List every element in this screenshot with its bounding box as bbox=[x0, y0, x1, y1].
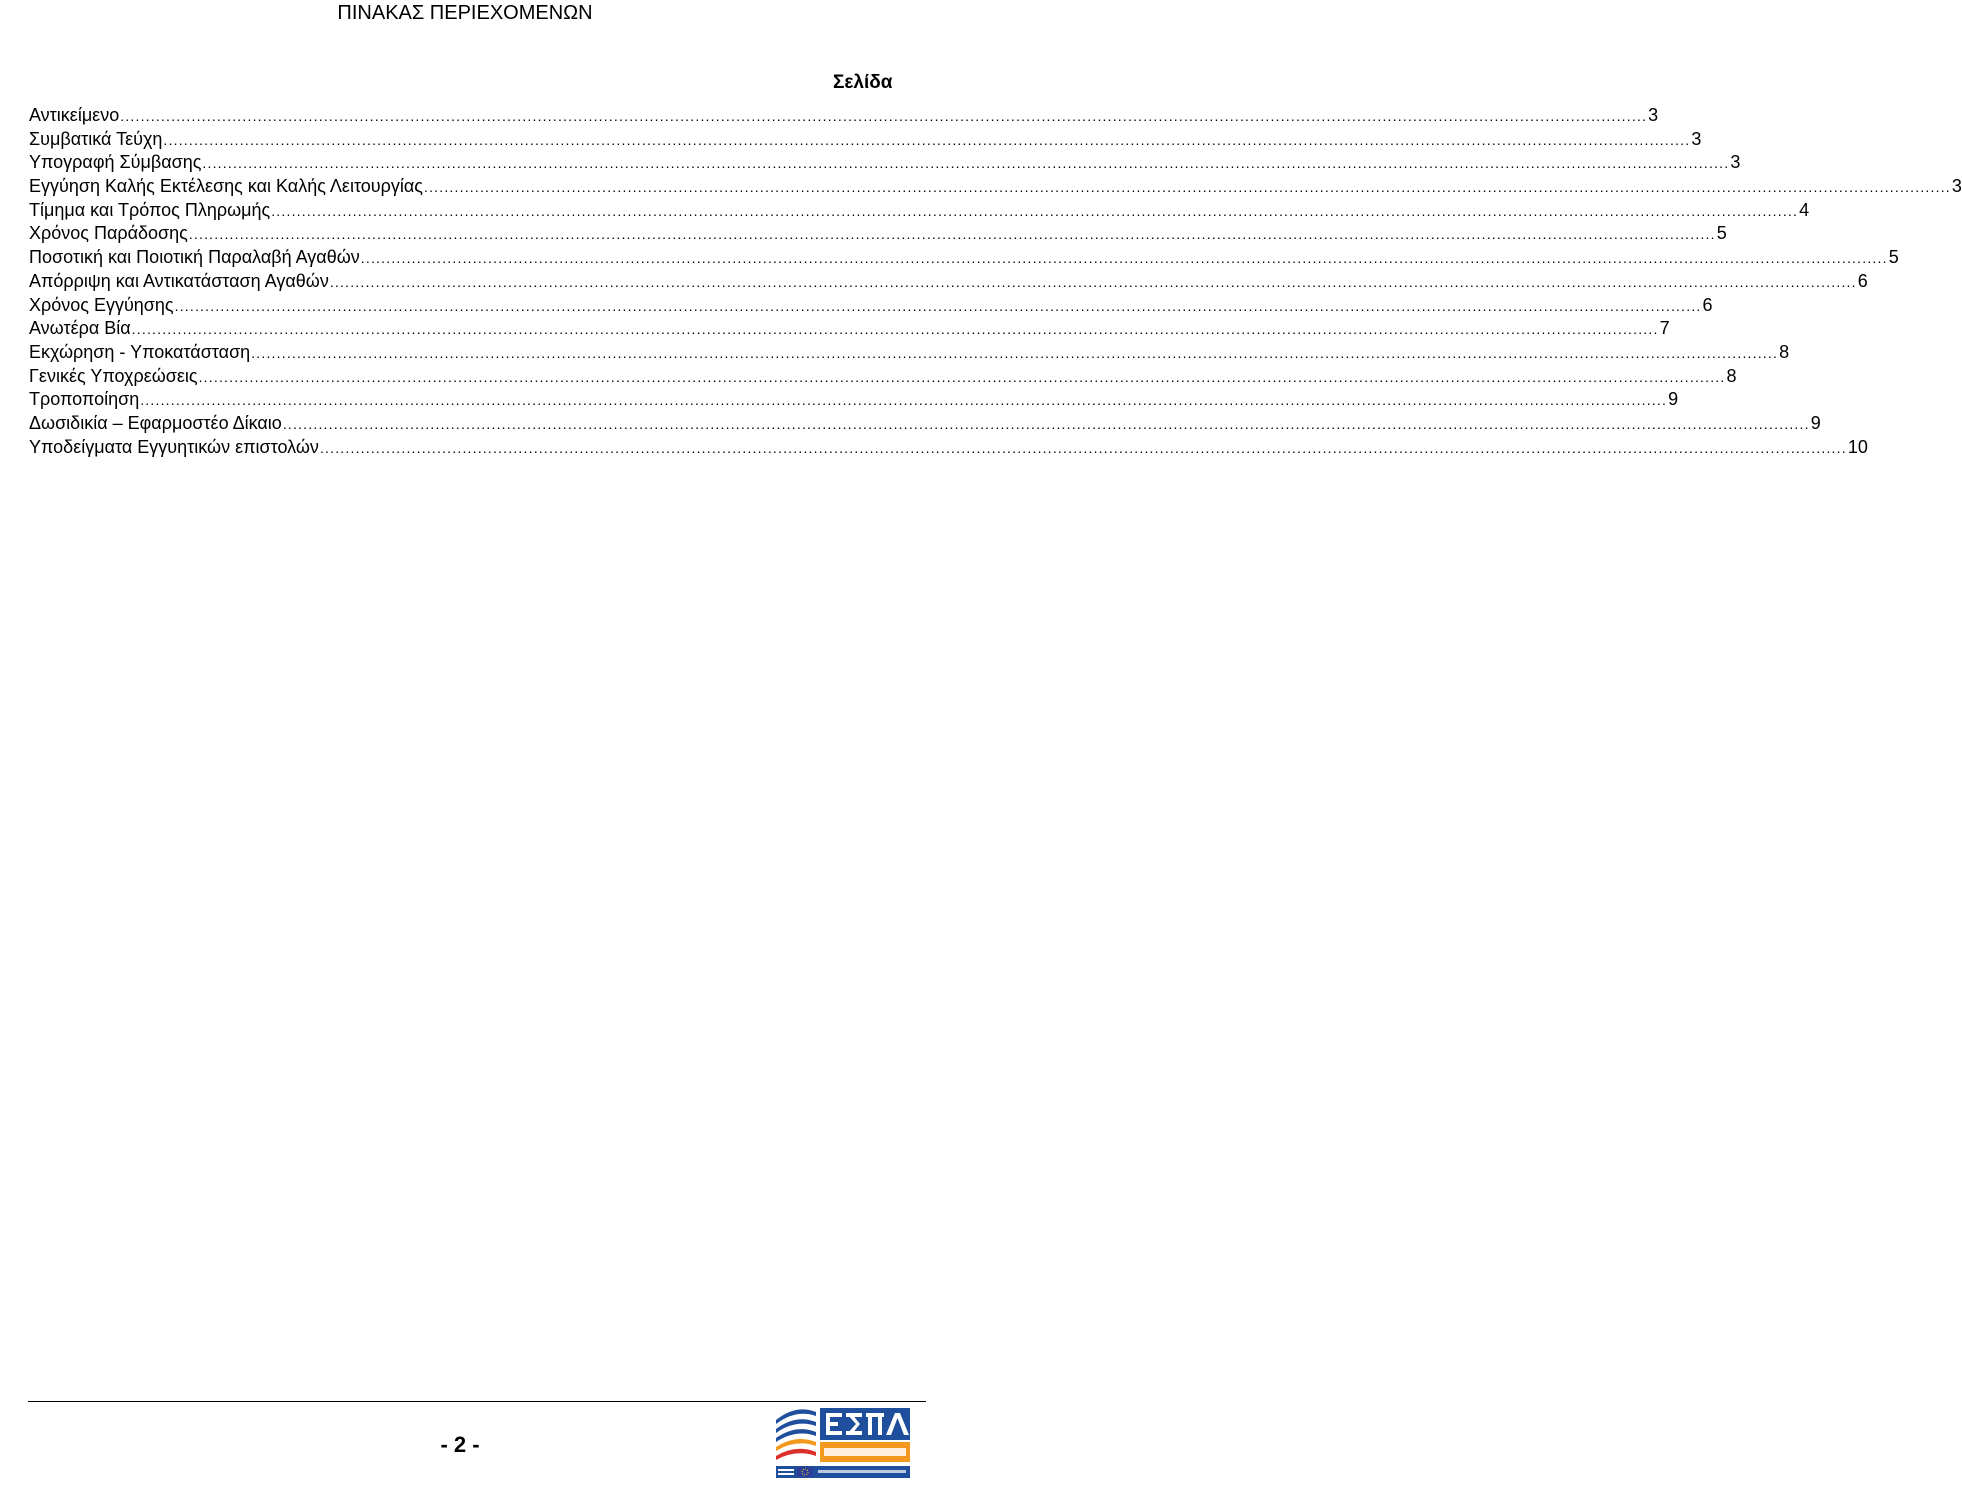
toc-leader-dots: ............................................................................................................................................................................................................................................................................................................ bbox=[131, 321, 1659, 338]
toc-entry-label: Απόρριψη και Αντικατάσταση Αγαθών bbox=[29, 270, 329, 291]
toc-entry-label: Τίμημα και Τρόπος Πληρωμής bbox=[29, 199, 271, 220]
toc-entry-page: 8 bbox=[1779, 341, 1790, 362]
toc-leader-dots: ............................................................................................................................................................................................................................................................................................................ bbox=[319, 439, 1847, 456]
toc-entry-page: 3 bbox=[1691, 128, 1702, 149]
toc-entry-label: Εκχώρηση - Υποκατάσταση bbox=[29, 341, 251, 362]
toc-entry-label: Τροποποίηση bbox=[29, 389, 140, 410]
toc-entry-label: Χρόνος Παράδοσης bbox=[29, 223, 188, 244]
toc-entry-page: 6 bbox=[1857, 270, 1868, 291]
toc-entry-label: Υπογραφή Σύμβασης bbox=[29, 152, 202, 173]
toc-entry[interactable] bbox=[29, 199, 1810, 223]
toc-entry-label: Υποδείγματα Εγγυητικών επιστολών bbox=[29, 436, 319, 457]
toc-leader-dots: ............................................................................................................................................................................................................................................................................................................ bbox=[140, 392, 1668, 409]
page-title: ΠΙΝΑΚΑΣ ΠΕΡΙΕΧΟΜΕΝΩΝ bbox=[337, 2, 593, 24]
toc-leader-dots: ............................................................................................................................................................................................................................................................................................................ bbox=[198, 368, 1726, 385]
toc-entry-page: 3 bbox=[1951, 176, 1962, 197]
toc-entry-page: 6 bbox=[1702, 294, 1713, 315]
table-of-contents bbox=[29, 104, 1962, 459]
toc-entry[interactable] bbox=[29, 222, 1727, 246]
toc-entry-label: Γενικές Υποχρεώσεις bbox=[29, 365, 198, 386]
toc-leader-dots: ............................................................................................................................................................................................................................................................................................................ bbox=[271, 202, 1799, 219]
toc-leader-dots: ............................................................................................................................................................................................................................................................................................................ bbox=[120, 108, 1648, 124]
toc-entry-label: Συμβατικά Τεύχη bbox=[29, 128, 163, 149]
toc-entry[interactable] bbox=[29, 246, 1899, 270]
toc-entry-page: 5 bbox=[1716, 223, 1727, 244]
espa-logo-icon bbox=[772, 1404, 914, 1480]
toc-leader-dots: ............................................................................................................................................................................................................................................................................................................ bbox=[163, 131, 1691, 148]
toc-leader-dots: ............................................................................................................................................................................................................................................................................................................ bbox=[188, 226, 1716, 243]
toc-entry-page: 9 bbox=[1810, 412, 1821, 433]
toc-entry[interactable] bbox=[29, 317, 1670, 341]
toc-entry[interactable] bbox=[29, 294, 1713, 318]
toc-entry-page: 9 bbox=[1668, 389, 1679, 410]
toc-leader-dots: ............................................................................................................................................................................................................................................................................................................ bbox=[360, 250, 1888, 267]
toc-entry-label: Ανωτέρα Βία bbox=[29, 318, 131, 339]
toc-entry-page: 3 bbox=[1648, 105, 1659, 125]
toc-leader-dots: ............................................................................................................................................................................................................................................................................................................ bbox=[174, 297, 1702, 314]
toc-entry[interactable] bbox=[29, 388, 1679, 412]
toc-leader-dots: ............................................................................................................................................................................................................................................................................................................ bbox=[282, 415, 1810, 432]
toc-entry[interactable] bbox=[29, 365, 1737, 389]
toc-entry-page: 10 bbox=[1847, 436, 1868, 457]
toc-entry[interactable] bbox=[29, 175, 1962, 199]
page-column-header: Σελίδα bbox=[833, 72, 893, 93]
toc-leader-dots: ............................................................................................................................................................................................................................................................................................................ bbox=[329, 273, 1857, 290]
toc-entry-page: 5 bbox=[1888, 247, 1899, 268]
logo-swoosh bbox=[776, 1409, 816, 1460]
toc-entry-label: Αντικείμενο bbox=[29, 105, 120, 125]
toc-entry[interactable] bbox=[29, 104, 1659, 128]
toc-entry[interactable] bbox=[29, 436, 1868, 460]
toc-entry-label: Εγγύηση Καλής Εκτέλεσης και Καλής Λειτουργίας bbox=[29, 176, 423, 197]
toc-leader-dots: ............................................................................................................................................................................................................................................................................................................ bbox=[251, 344, 1779, 361]
page-number: - 2 - bbox=[440, 1432, 480, 1457]
toc-entry-page: 8 bbox=[1726, 365, 1737, 386]
toc-leader-dots: ............................................................................................................................................................................................................................................................................................................ bbox=[202, 155, 1730, 172]
toc-leader-dots: ............................................................................................................................................................................................................................................................................................................ bbox=[423, 179, 1951, 196]
toc-entry[interactable] bbox=[29, 128, 1702, 152]
toc-entry[interactable] bbox=[29, 412, 1821, 436]
toc-entry-label: Ποσοτική και Ποιοτική Παραλαβή Αγαθών bbox=[29, 247, 360, 268]
toc-entry[interactable] bbox=[29, 341, 1790, 365]
toc-entry[interactable] bbox=[29, 151, 1741, 175]
toc-entry-page: 4 bbox=[1799, 199, 1810, 220]
toc-entry-label: Χρόνος Εγγύησης bbox=[29, 294, 174, 315]
toc-entry-page: 3 bbox=[1730, 152, 1741, 173]
toc-entry[interactable] bbox=[29, 270, 1868, 294]
toc-entry-label: Δωσιδικία – Εφαρμοστέο Δίκαιο bbox=[29, 412, 282, 433]
toc-entry-page: 7 bbox=[1659, 318, 1670, 339]
footer-divider bbox=[28, 1401, 926, 1402]
